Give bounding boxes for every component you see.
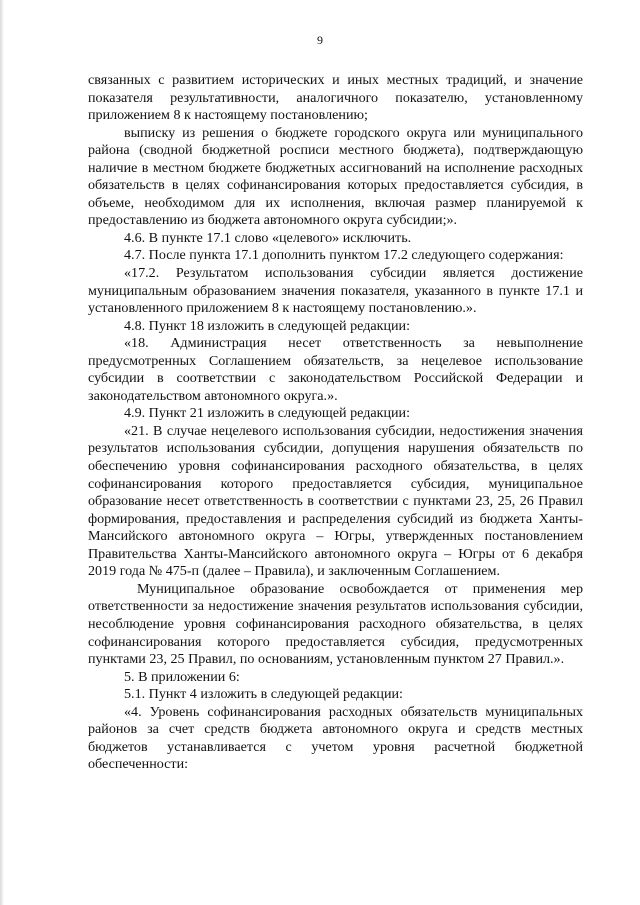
paragraph: «21. В случае нецелевого использования субсидии, недостижения значения результатов использования субсидии, допущения нарушения обязательств по обеспечению уровня софинансирования расходного обязательства, в целях софинансирования которого предоставляется субсидия, муниципальное образование несет ответственность в соответствии с пунктами 23, 25, 26 Правил формирования, предоставления и распределения субсидий из бюджета Ханты-Мансийского автономного округа – Югры, утвержденных постановлением Правительства Ханты-Мансийского автономного округа – Югры от 6 декабря 2019 года № 475-п (далее – Правила), и заключенным Соглашением. xyxy=(88,422,583,580)
paragraph: 4.7. После пункта 17.1 дополнить пунктом 17.2 следующего содержания: xyxy=(124,247,564,264)
document-body xyxy=(88,72,583,774)
paragraph: 5.1. Пункт 4 изложить в следующей редакции: xyxy=(124,686,403,703)
paragraph: «18. Администрация несет ответственность за невыполнение предусмотренных Соглашением обязательств, за нецелевое использование субсидии в соответствии с законодательством Российской Федерации и законодательством автономного округа.». xyxy=(88,335,583,404)
paragraph: Муниципальное образование освобождается от применения мер ответственности за недостижение значения результатов использования субсидии, несоблюдение уровня софинансирования расходного обязательства, в целях софинансирования которого предоставляется субсидия, предусмотренных пунктами 23, 25 Правил, по основаниям, установленным пунктом 27 Правил.». xyxy=(88,580,583,668)
paragraph: «4. Уровень софинансирования расходных обязательств муниципальных районов за счет средств бюджета автономного округа и средств местных бюджетов устанавливается с учетом уровня расчетной бюджетной обеспеченности: xyxy=(88,703,583,773)
scan-edge xyxy=(0,0,4,905)
paragraph: выписку из решения о бюджете городского округа или муниципального района (сводной бюджетной росписи местного бюджета), подтверждающую наличие в местном бюджете бюджетных ассигнований на исполнение расходных обязательств в целях софинансирования которых предоставляется субсидия, в объеме, необходимом для их исполнения, включая размер планируемой к предоставлению из бюджета автономного округа субсидии;». xyxy=(88,124,583,229)
paragraph: 4.6. В пункте 17.1 слово «целевого» исключить. xyxy=(124,229,412,246)
page-number: 9 xyxy=(317,33,323,47)
paragraph: 5. В приложении 6: xyxy=(124,668,240,685)
paragraph: связанных с развитием исторических и иных местных традиций, и значение показателя результативности, аналогичного показателю, установленному приложением 8 к настоящему постановлению; xyxy=(88,72,583,124)
paragraph: 4.8. Пункт 18 изложить в следующей редакции: xyxy=(124,317,411,334)
paragraph: 4.9. Пункт 21 изложить в следующей редакции: xyxy=(124,405,411,422)
paragraph: «17.2. Результатом использования субсидии является достижение муниципальным образованием значения показателя, указанного в пункте 17.1 и установленного приложением 8 к настоящему постановлению.». xyxy=(88,265,583,317)
